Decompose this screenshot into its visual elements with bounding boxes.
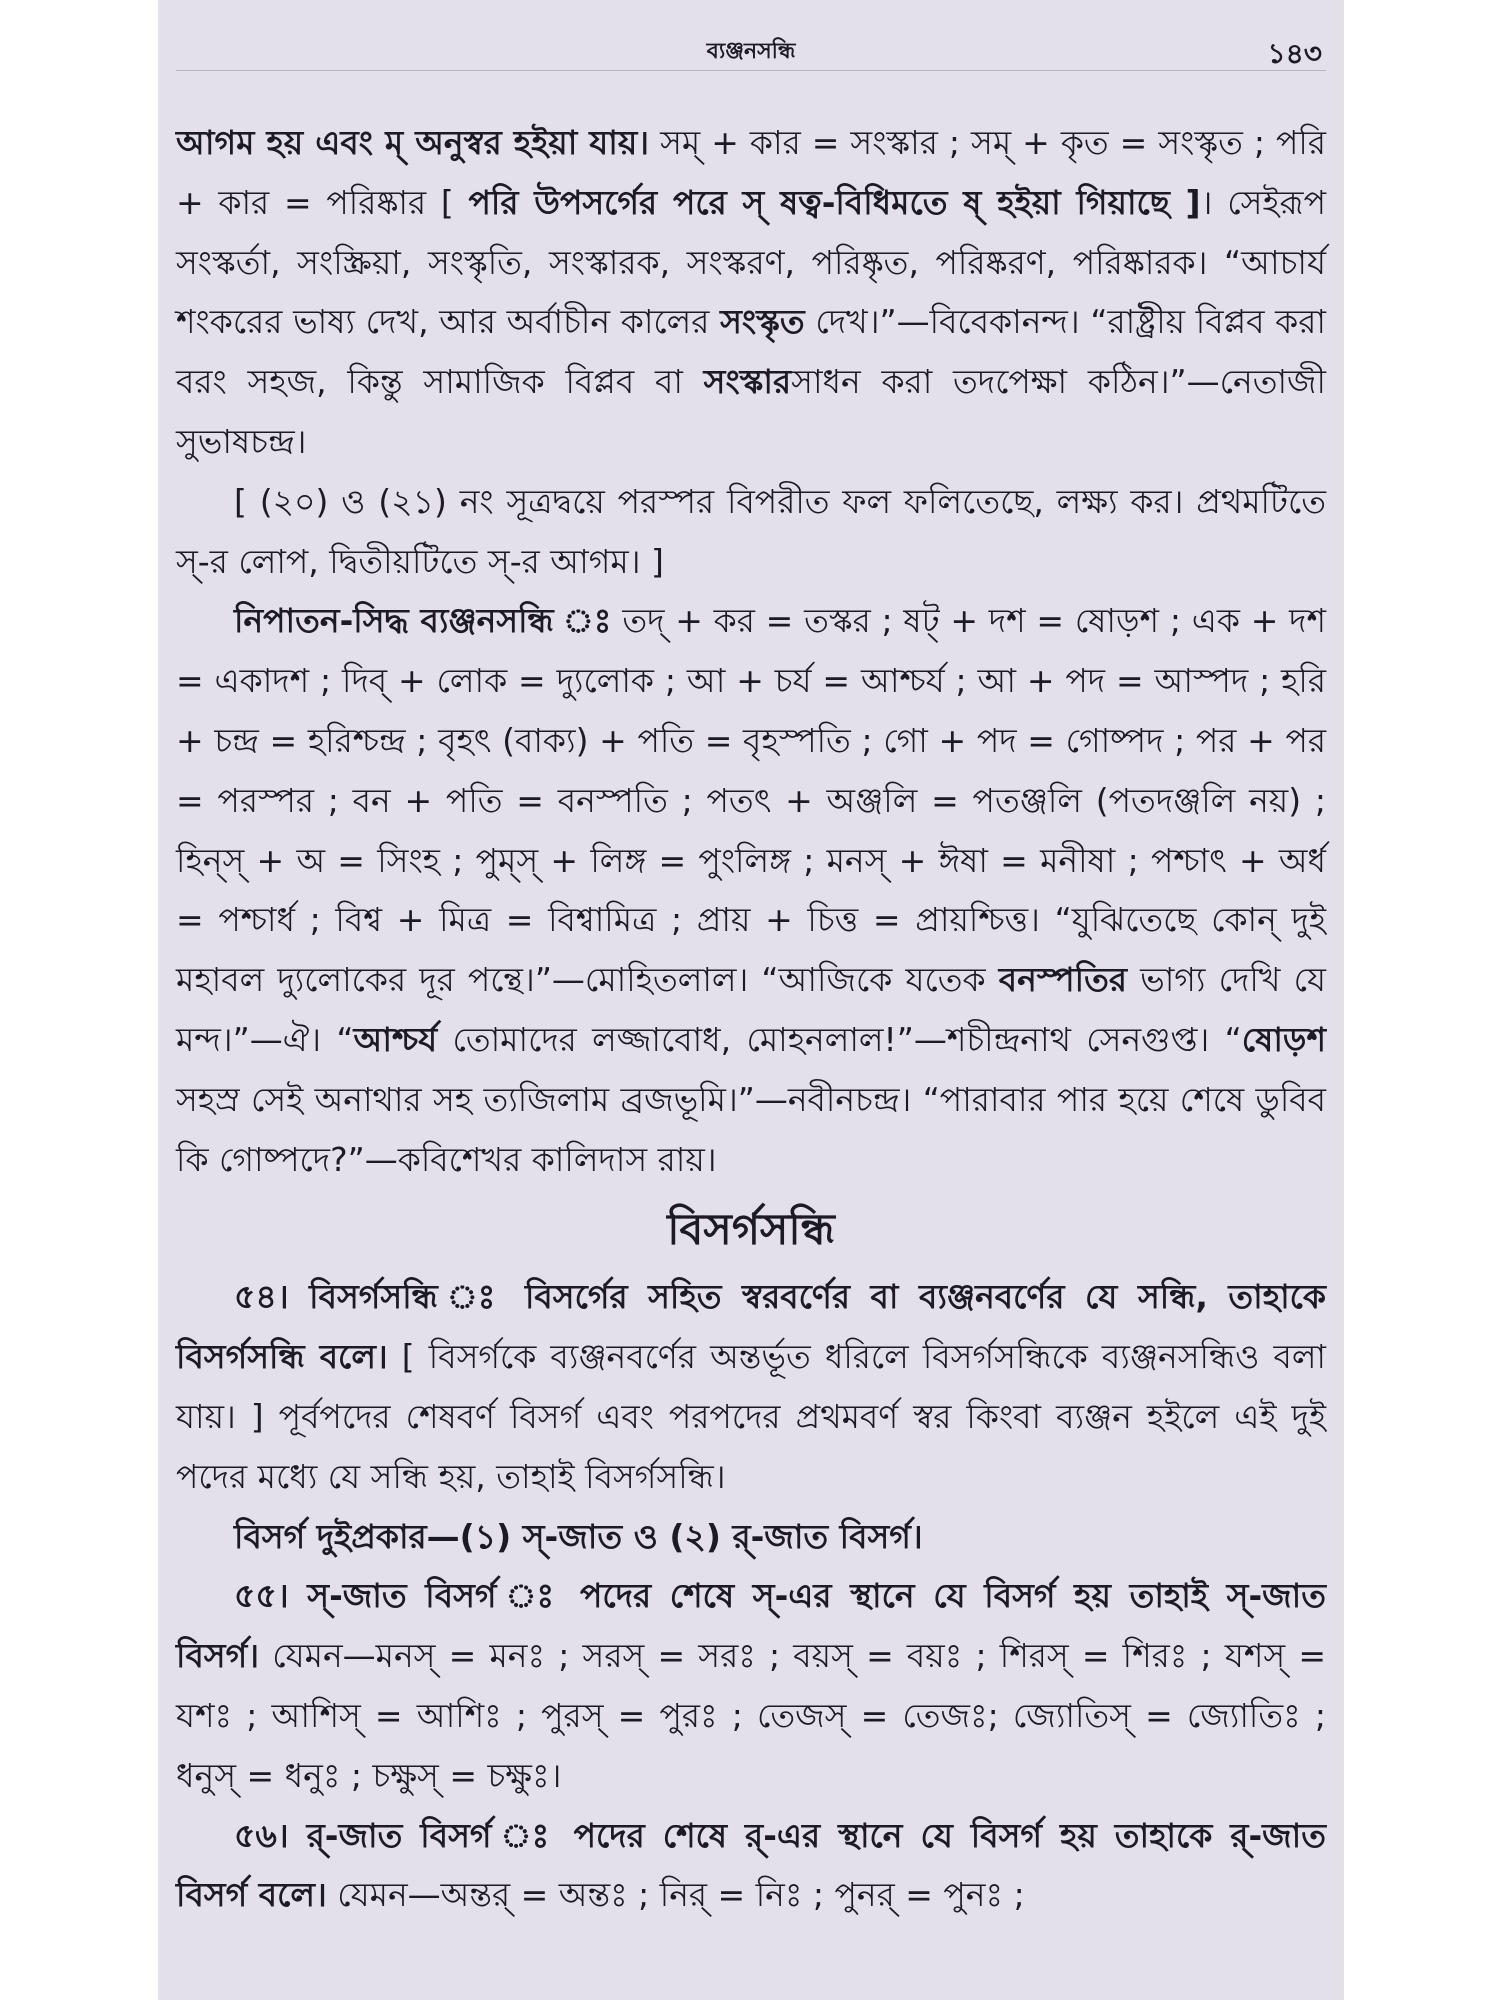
text-segment: ভাগ্য দেখি যে মন্দ।”—ঐ। “ bbox=[176, 960, 1326, 1059]
page-number: ১৪৩ bbox=[1267, 37, 1322, 70]
text-segment: [ (২০) ও (২১) নং সূত্রদ্বয়ে পরস্পর বিপরীত ফল ফলিতেছে, লক্ষ্য কর। প্রথমটিতে স্-র লোপ, দ্বিতীয়টিতে স্-র আগম। ] bbox=[176, 481, 1326, 581]
paragraph-55-s-jata bbox=[176, 1566, 1326, 1805]
text-segment: বনস্পতির bbox=[998, 960, 1127, 1000]
paragraph-sanskar-examples bbox=[176, 113, 1326, 472]
text-segment: যেমন—মনস্ = মনঃ ; সরস্ = সরঃ ; বয়স্ = বয়ঃ ; শিরস্ = শিরঃ ; যশস্ = যশঃ ; আশিস্ = আশিঃ ; পুরস্ = পুরঃ ; তেজস্ = তেজঃ; জ্যোতিস্ = জ্যোতিঃ ; ধনুস্ = ধনুঃ ; চক্ষুস্ = চক্ষুঃ। bbox=[176, 1636, 1326, 1795]
text-segment: তোমাদের লজ্জাবোধ, মোহনলাল!”—শচীন্দ্রনাথ সেনগুপ্ত। “ bbox=[437, 1019, 1242, 1059]
text-segment: বিসর্গ দুইপ্রকার—(১) স্-জাত ও (২) র্-জাত বিসর্গ। bbox=[234, 1516, 923, 1556]
text-segment: [ বিসর্গকে ব্যঞ্জনবর্ণের অন্তর্ভূত ধরিলে বিসর্গসন্ধিকে ব্যঞ্জনসন্ধিও বলা যায়। ] পূর্বপদের শেষবর্ণ বিসর্গ এবং পরপদের প্রথমবর্ণ স্বর কিংবা ব্যঞ্জন হইলে এই দুই পদের মধ্যে যে সন্ধি হয়, তাহাই বিসর্গসন্ধি। bbox=[176, 1337, 1326, 1496]
text-segment: ৫৪। বিসর্গসন্ধি ঃ বিসর্গের সহিত স্বরবর্ণের বা ব্যঞ্জনবর্ণের যে সন্ধি, তাহাকে বিসর্গসন্ধি বলে। bbox=[176, 1277, 1326, 1377]
text-segment: ৫৫। স্-জাত বিসর্গ ঃ পদের শেষে স্-এর স্থানে যে বিসর্গ হয় তাহাই স্-জাত বিসর্গ। bbox=[176, 1576, 1326, 1676]
text-segment: যেমন—অন্তর্ = অন্তঃ ; নির্ = নিঃ ; পুনর্ = পুনঃ ; bbox=[326, 1875, 1025, 1915]
text-segment: আশ্চর্য bbox=[353, 1019, 438, 1059]
text-segment: ষোড়শ bbox=[1241, 1019, 1327, 1059]
text-segment: সহস্র সেই অনাথার সহ ত্যজিলাম ব্রজভূমি।”—নবীনচন্দ্র। “পারাবার পার হয়ে শেষে ডুবিব কি গোষ্পদে?”—কবিশেখর কালিদাস রায়। bbox=[176, 1079, 1326, 1179]
text-segment: সংস্কৃত bbox=[720, 302, 805, 342]
text-segment: দেখ।”—বিবেকানন্দ। “রাষ্ট্রীয় বিপ্লব করা বরং সহজ, কিন্তু সামাজিক বিপ্লব বা bbox=[176, 302, 1326, 402]
text-segment: সংস্কার bbox=[703, 362, 792, 402]
paragraph-rule-note bbox=[176, 472, 1326, 592]
page-header bbox=[176, 26, 1326, 71]
text-segment: তদ্ + কর = তস্কর ; ষট্ + দশ = ষোড়শ ; এক + দশ = একাদশ ; দিব্ + লোক = দ্যুলোক ; আ + চর্য = আশ্চর্য ; আ + পদ = আস্পদ ; হরি + চন্দ্র = হরিশ্চন্দ্র ; বৃহৎ (বাক্য) + পতি = বৃহস্পতি ; গো + পদ = গোষ্পদ ; পর + পর = পরস্পর ; বন + পতি = বনস্পতি ; পতৎ + অঞ্জলি = পতঞ্জলি (পতদঞ্জলি নয়) ; হিন্স্ + অ = সিংহ ; পুম্স্ + লিঙ্গ = পুংলিঙ্গ ; মনস্ + ঈষা = মনীষা ; পশ্চাৎ + অর্ধ = পশ্চার্ধ ; বিশ্ব + মিত্র = বিশ্বামিত্র ; প্রায় + চিত্ত = প্রায়শ্চিত্ত। “যুঝিতেছে কোন্ দুই মহাবল দ্যুলোকের দূর পন্থে।”—মোহিতলাল। “আজিকে যতেক bbox=[176, 601, 1326, 1000]
text-segment: । সেইরূপ সংস্কর্তা, সংস্ক্রিয়া, সংস্কৃতি, সংস্কারক, সংস্করণ, পরিষ্কৃত, পরিষ্করণ, পরিষ্কারক। “আচার্য শংকরের ভাষ্য দেখ, আর অর্বাচীন কালের bbox=[176, 182, 1326, 342]
text-segment: পরি উপসর্গের পরে স্ ষত্ব-বিধিমতে ষ্ হইয়া গিয়াছে ] bbox=[468, 182, 1201, 222]
section-title: বিসর্গসন্ধি bbox=[667, 1205, 835, 1256]
text-segment: সম্ + কার = সংস্কার ; সম্ + কৃত = সংস্কৃত ; পরি + কার = পরিষ্কার [ bbox=[176, 123, 1327, 222]
paragraph-nipatan-siddha bbox=[176, 591, 1326, 1189]
paragraph-56-r-jata bbox=[176, 1806, 1326, 1926]
text-segment: ৫৬। র্-জাত বিসর্গ ঃ পদের শেষে র্-এর স্থানে যে বিসর্গ হয় তাহাকে র্-জাত বিসর্গ বলে। bbox=[176, 1815, 1326, 1915]
book-page bbox=[158, 0, 1344, 2000]
page-body bbox=[176, 113, 1326, 1925]
running-head: ব্যঞ্জনসন্ধি bbox=[706, 39, 796, 64]
paragraph-visarga-types bbox=[176, 1507, 1326, 1567]
text-segment: আগম হয় এবং ম্ অনুস্বর হইয়া যায়। bbox=[176, 123, 650, 162]
text-segment: নিপাতন-সিদ্ধ ব্যঞ্জনসন্ধি ঃ bbox=[234, 601, 612, 641]
text-segment: সাধন করা তদপেক্ষা কঠিন।”—নেতাজী সুভাষচন্দ্র। bbox=[176, 362, 1327, 461]
paragraph-54-definition bbox=[176, 1267, 1326, 1506]
